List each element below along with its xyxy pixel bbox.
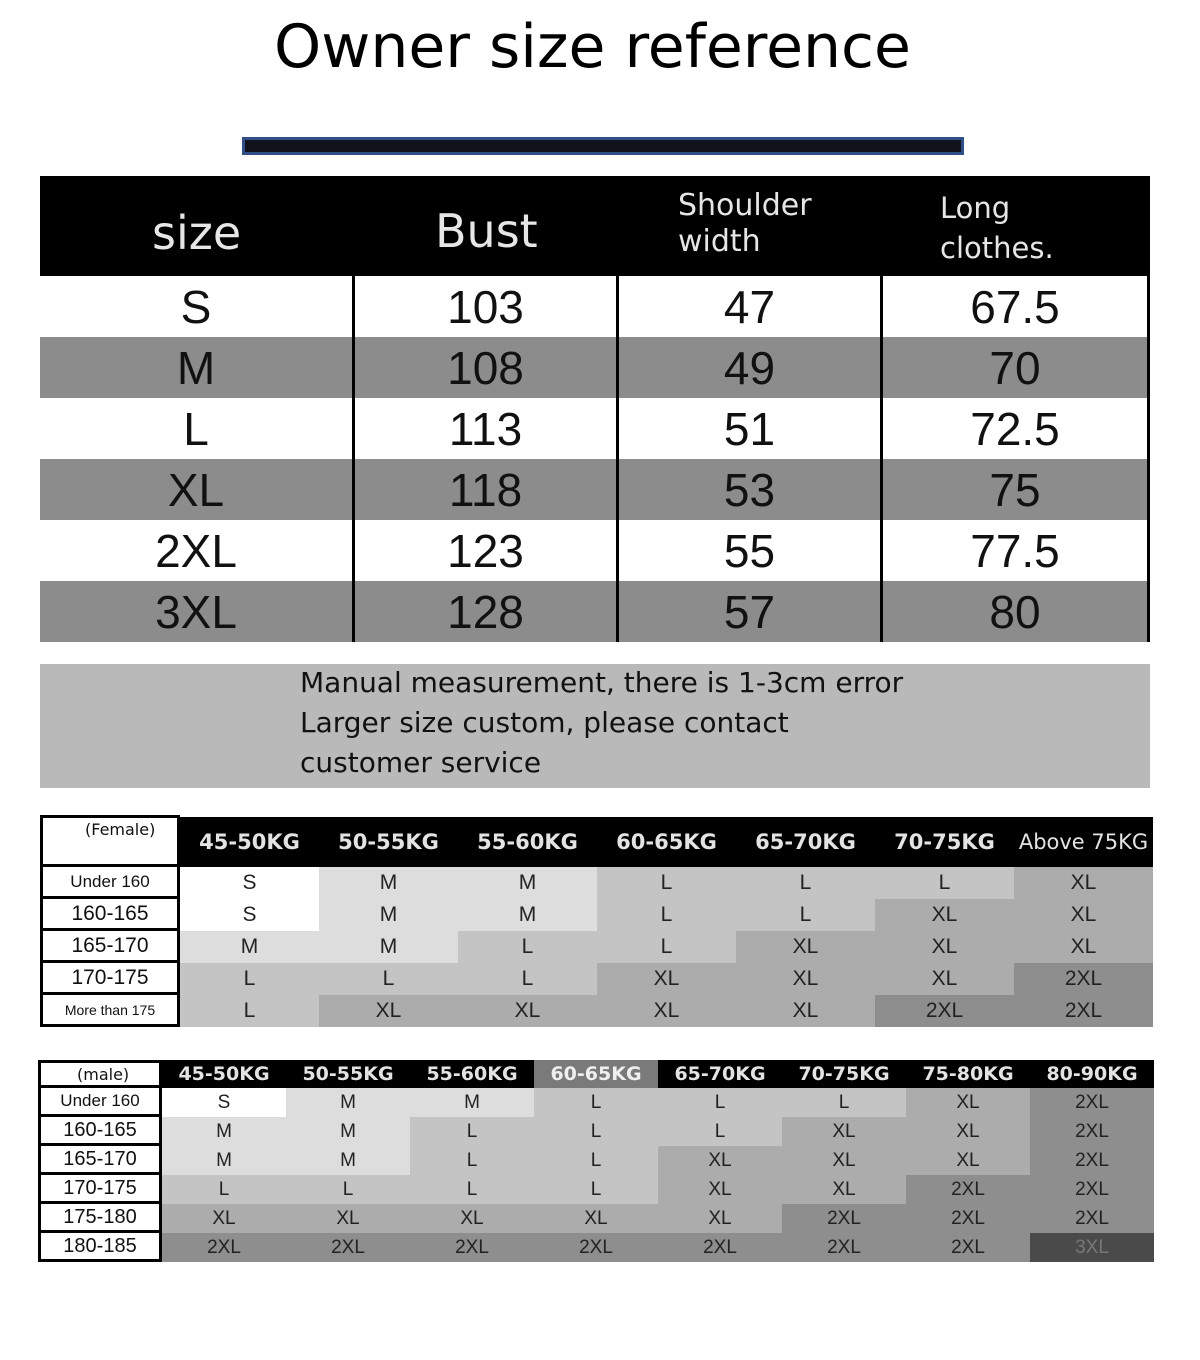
size-recommendation-cell: L [782, 1088, 906, 1117]
size-recommendation-cell: XL [875, 899, 1014, 931]
size-recommendation-cell: XL [534, 1204, 658, 1233]
size-recommendation-cell: 2XL [906, 1204, 1030, 1233]
size-recommendation-cell: L [736, 867, 875, 899]
size-recommendation-cell: M [286, 1088, 410, 1117]
bust-cell: 103 [355, 276, 619, 337]
size-recommendation-cell: 2XL [1014, 995, 1153, 1027]
weight-column-header: 45-50KG [178, 1063, 270, 1085]
size-recommendation-cell: L [658, 1117, 782, 1146]
size-recommendation-cell: 3XL [1030, 1233, 1154, 1262]
size-recommendation-cell: XL [906, 1088, 1030, 1117]
table-row [40, 520, 1150, 581]
size-recommendation-cell: XL [736, 963, 875, 995]
size-recommendation-cell: L [458, 963, 597, 995]
height-row-label: 170-175 [38, 1175, 162, 1204]
size-recommendation-cell: 2XL [162, 1233, 286, 1262]
size-recommendation-cell: M [319, 867, 458, 899]
size-recommendation-cell: M [319, 931, 458, 963]
page-title: Owner size reference [274, 12, 911, 82]
shoulder-cell: 51 [619, 398, 883, 459]
length-cell: 72.5 [883, 398, 1150, 459]
table-row [40, 581, 1150, 642]
size-recommendation-cell: S [180, 867, 319, 899]
size-recommendation-cell: S [162, 1088, 286, 1117]
length-cell: 77.5 [883, 520, 1150, 581]
size-recommendation-cell: M [286, 1146, 410, 1175]
chart-weight-header [180, 817, 1153, 867]
weight-column-header: 55-60KG [477, 830, 578, 854]
chart-corner-label [38, 1060, 162, 1088]
size-recommendation-cell: 2XL [286, 1233, 410, 1262]
size-recommendation-cell: 2XL [906, 1233, 1030, 1262]
shoulder-cell: 57 [619, 581, 883, 642]
header-length-line1: Long [940, 191, 1011, 225]
bust-cell: 128 [355, 581, 619, 642]
size-recommendation-cell: XL [597, 963, 736, 995]
size-recommendation-cell: M [410, 1088, 534, 1117]
height-row-label: 160-165 [40, 899, 180, 931]
height-row-label: 180-185 [38, 1233, 162, 1262]
weight-column-header: 50-55KG [338, 830, 439, 854]
weight-column-header: 65-70KG [755, 830, 856, 854]
height-row-label: Under 160 [38, 1088, 162, 1117]
size-recommendation-cell: 2XL [782, 1204, 906, 1233]
note-line-1: Manual measurement, there is 1-3cm error [300, 666, 904, 699]
size-cell: XL [40, 459, 355, 520]
size-recommendation-cell: L [658, 1088, 782, 1117]
size-recommendation-cell: L [180, 963, 319, 995]
size-recommendation-cell: 2XL [1030, 1088, 1154, 1117]
size-recommendation-cell: 2XL [1030, 1146, 1154, 1175]
size-cell: M [40, 337, 355, 398]
chart-corner-text: (Female) [85, 820, 156, 839]
table-row [40, 276, 1150, 337]
shoulder-cell: 53 [619, 459, 883, 520]
size-recommendation-cell: L [319, 963, 458, 995]
size-cell: 2XL [40, 520, 355, 581]
size-recommendation-cell: XL [319, 995, 458, 1027]
bust-cell: 123 [355, 520, 619, 581]
size-recommendation-cell: L [534, 1146, 658, 1175]
size-recommendation-cell: 2XL [1030, 1175, 1154, 1204]
measurement-table [40, 176, 1150, 642]
size-recommendation-cell: XL [1014, 931, 1153, 963]
height-row-label: 175-180 [38, 1204, 162, 1233]
size-recommendation-cell: L [162, 1175, 286, 1204]
size-recommendation-cell: L [180, 995, 319, 1027]
size-recommendation-cell: 2XL [1014, 963, 1153, 995]
note-line-2: Larger size custom, please contact [300, 706, 789, 739]
size-recommendation-cell: XL [736, 931, 875, 963]
height-row-label: 165-170 [40, 931, 180, 963]
header-bust: Bust [435, 204, 538, 258]
size-recommendation-cell: M [286, 1117, 410, 1146]
size-recommendation-cell: 2XL [1030, 1117, 1154, 1146]
male-size-chart [38, 1060, 1155, 1262]
chart-corner-text: (male) [77, 1065, 130, 1084]
weight-column-header: 70-75KG [798, 1063, 890, 1085]
header-size: size [152, 206, 242, 260]
size-cell: 3XL [40, 581, 355, 642]
size-recommendation-cell: M [180, 931, 319, 963]
size-recommendation-cell: S [180, 899, 319, 931]
size-recommendation-cell: XL [782, 1175, 906, 1204]
weight-column-header: 45-50KG [199, 830, 300, 854]
size-recommendation-cell: M [162, 1117, 286, 1146]
header-shoulder-width [678, 188, 812, 260]
length-cell: 70 [883, 337, 1150, 398]
size-recommendation-cell: XL [782, 1146, 906, 1175]
size-recommendation-cell: M [458, 867, 597, 899]
size-recommendation-cell: L [410, 1175, 534, 1204]
size-cell: S [40, 276, 355, 337]
size-recommendation-cell: XL [286, 1204, 410, 1233]
header-shoulder-line2: width [678, 224, 761, 259]
height-row-label: 165-170 [38, 1146, 162, 1175]
table-row [40, 398, 1150, 459]
size-recommendation-cell: 2XL [410, 1233, 534, 1262]
table-row [40, 459, 1150, 520]
weight-column-header: 65-70KG [674, 1063, 766, 1085]
weight-column-header: 75-80KG [922, 1063, 1014, 1085]
length-cell: 80 [883, 581, 1150, 642]
size-recommendation-cell: L [875, 867, 1014, 899]
size-recommendation-cell: XL [658, 1204, 782, 1233]
length-cell: 75 [883, 459, 1150, 520]
header-length [940, 188, 1054, 268]
shoulder-cell: 55 [619, 520, 883, 581]
size-recommendation-cell: 2XL [875, 995, 1014, 1027]
size-recommendation-cell: 2XL [906, 1175, 1030, 1204]
length-cell: 67.5 [883, 276, 1150, 337]
height-row-label: More than 175 [40, 995, 180, 1027]
size-recommendation-cell: XL [906, 1146, 1030, 1175]
size-recommendation-cell: XL [162, 1204, 286, 1233]
size-recommendation-cell: L [597, 899, 736, 931]
title-underline-bar [242, 137, 964, 155]
size-recommendation-cell: 2XL [1030, 1204, 1154, 1233]
measurement-table-header [40, 176, 1150, 276]
weight-column-header: 80-90KG [1046, 1063, 1138, 1085]
weight-column-header: 55-60KG [426, 1063, 518, 1085]
female-size-chart [40, 815, 1155, 1030]
size-recommendation-cell: M [319, 899, 458, 931]
bust-cell: 118 [355, 459, 619, 520]
size-recommendation-cell: XL [658, 1146, 782, 1175]
size-recommendation-cell: L [736, 899, 875, 931]
weight-column-header: 50-55KG [302, 1063, 394, 1085]
size-recommendation-cell: XL [1014, 867, 1153, 899]
size-recommendation-cell: L [410, 1117, 534, 1146]
bust-cell: 113 [355, 398, 619, 459]
size-recommendation-cell: XL [1014, 899, 1153, 931]
size-recommendation-cell: XL [597, 995, 736, 1027]
size-recommendation-cell: 2XL [534, 1233, 658, 1262]
size-recommendation-cell: L [534, 1175, 658, 1204]
bust-cell: 108 [355, 337, 619, 398]
size-recommendation-cell: L [597, 931, 736, 963]
shoulder-cell: 47 [619, 276, 883, 337]
size-recommendation-cell: XL [906, 1117, 1030, 1146]
size-recommendation-cell: M [458, 899, 597, 931]
size-recommendation-cell: 2XL [658, 1233, 782, 1262]
height-row-label: 170-175 [40, 963, 180, 995]
size-recommendation-cell: XL [458, 995, 597, 1027]
height-row-label: 160-165 [38, 1117, 162, 1146]
size-recommendation-cell: M [162, 1146, 286, 1175]
measurement-note [40, 664, 1150, 788]
header-length-line2: clothes. [940, 231, 1054, 265]
shoulder-cell: 49 [619, 337, 883, 398]
table-row [40, 337, 1150, 398]
chart-weight-header [162, 1060, 1154, 1088]
chart-corner-label [40, 815, 180, 867]
weight-column-header: Above 75KG [1018, 830, 1149, 854]
size-recommendation-cell: L [534, 1117, 658, 1146]
size-recommendation-cell: XL [658, 1175, 782, 1204]
size-recommendation-cell: XL [875, 963, 1014, 995]
size-recommendation-cell: 2XL [782, 1233, 906, 1262]
weight-column-header: 60-65KG [534, 1060, 658, 1088]
height-row-label: Under 160 [40, 867, 180, 899]
weight-column-header: 60-65KG [616, 830, 717, 854]
size-recommendation-cell: XL [410, 1204, 534, 1233]
note-line-3: customer service [300, 746, 542, 779]
size-recommendation-cell: XL [875, 931, 1014, 963]
size-recommendation-cell: XL [782, 1117, 906, 1146]
size-recommendation-cell: L [597, 867, 736, 899]
header-shoulder-line1: Shoulder [678, 188, 812, 223]
size-recommendation-cell: L [286, 1175, 410, 1204]
size-recommendation-cell: L [410, 1146, 534, 1175]
size-recommendation-cell: L [458, 931, 597, 963]
size-cell: L [40, 398, 355, 459]
size-recommendation-cell: L [534, 1088, 658, 1117]
size-recommendation-cell: XL [736, 995, 875, 1027]
weight-column-header: 70-75KG [894, 830, 995, 854]
